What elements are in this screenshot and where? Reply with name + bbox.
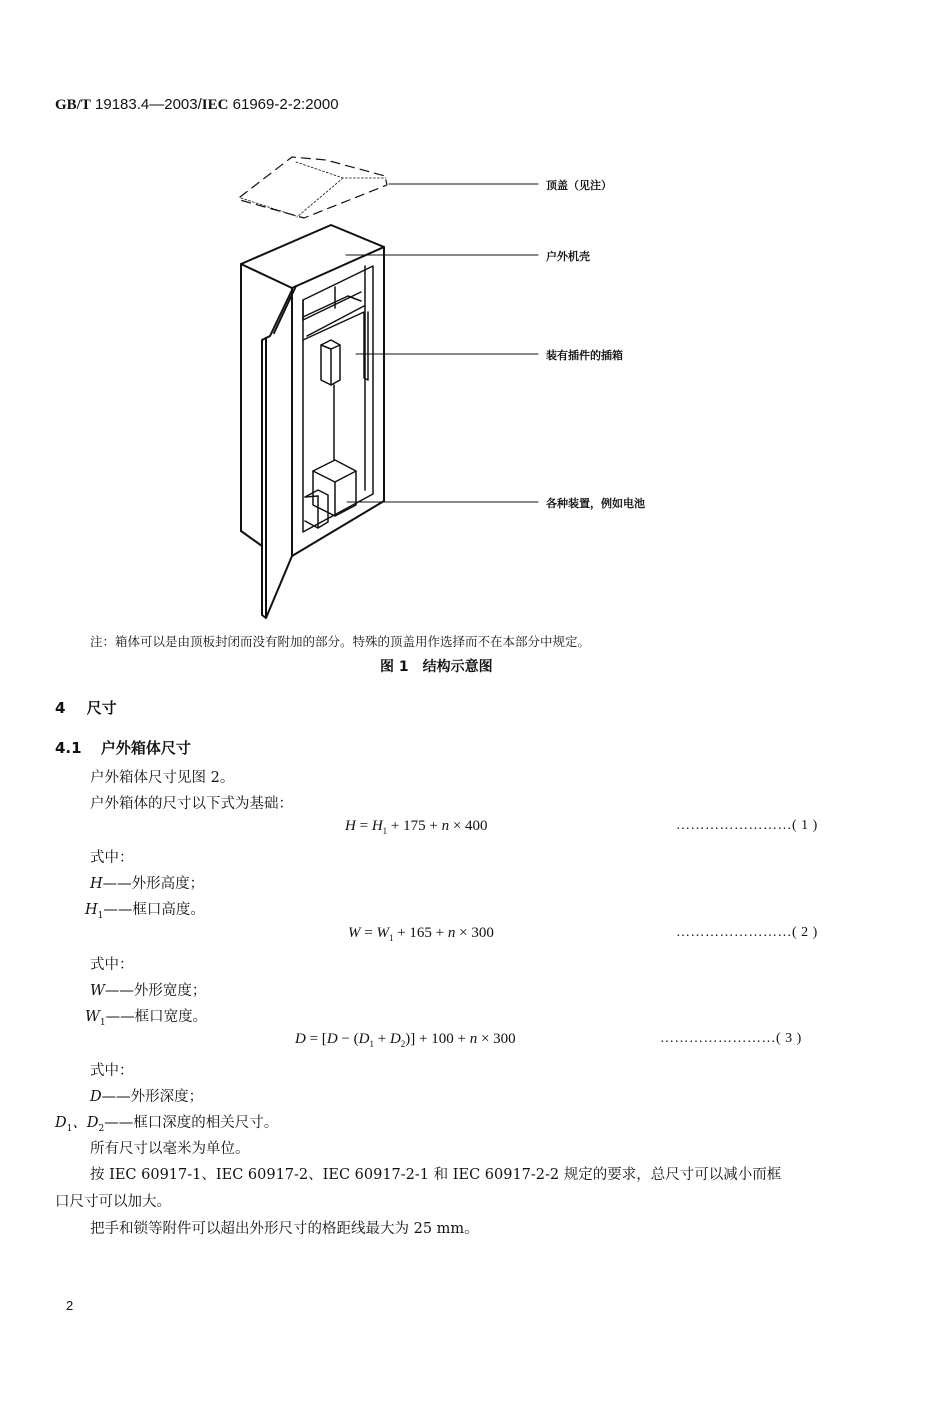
paragraph-units: 所有尺寸以毫米为单位。 bbox=[90, 1141, 250, 1157]
definition-H1: $H_1——$框口高度。 bbox=[85, 902, 205, 921]
formula-number-2: ……………………( 2 ) bbox=[676, 925, 818, 940]
section-heading-4 bbox=[55, 697, 117, 718]
paragraph-iec-requirements: 按 IEC 60917-1、IEC 60917-2、IEC 60917-2-1 和 IEC 60917-2-2 规定的要求，总尺寸可以减小而框 bbox=[90, 1167, 782, 1183]
paragraph-see-figure: 户外箱体尺寸见图 2。 bbox=[90, 770, 235, 786]
section-heading-4-1 bbox=[55, 737, 191, 758]
formula-number-1: ……………………( 1 ) bbox=[676, 818, 818, 833]
paragraph-accessories: 把手和锁等附件可以超出外形尺寸的格距线最大为 25 mm。 bbox=[90, 1221, 479, 1237]
section-number: 4.1 bbox=[55, 739, 82, 757]
definition-H: H——外形高度； bbox=[90, 876, 205, 892]
where-label: 式中： bbox=[90, 850, 134, 866]
page-number: 2 bbox=[66, 1298, 74, 1313]
figure-caption: 图 1 结构示意图 bbox=[380, 659, 493, 675]
definition-D: D——外形深度； bbox=[90, 1089, 204, 1105]
formula-depth: $D = [D - (D_1 + D_2)] + 100 + n \times 300$ bbox=[295, 1031, 516, 1049]
top-cover-shape bbox=[240, 157, 387, 218]
formula-width: $W = W_1 + 165 + n \times 300$ bbox=[348, 925, 494, 943]
structure-diagram bbox=[0, 0, 950, 640]
where-label: 式中： bbox=[90, 957, 134, 973]
callout-subrack: 装有插件的插箱 bbox=[546, 349, 623, 362]
formula-number-3: ……………………( 3 ) bbox=[660, 1031, 802, 1046]
section-title: 尺寸 bbox=[86, 699, 117, 717]
definition-D1-D2: $D_1$、$D_2——$框口深度的相关尺寸。 bbox=[55, 1115, 279, 1134]
section-title: 户外箱体尺寸 bbox=[100, 739, 191, 757]
standard-prefix: GB/T bbox=[55, 97, 91, 113]
paragraph-iec-requirements-cont: 口尺寸可以加大。 bbox=[55, 1194, 171, 1210]
callout-devices: 各种装置，例如电池 bbox=[546, 497, 645, 510]
paragraph-formula-basis: 户外箱体的尺寸以下式为基础： bbox=[90, 796, 293, 812]
definition-W1: $W_1——$框口宽度。 bbox=[85, 1009, 208, 1028]
formula-height: $H = H_1 + 175 + n \times 400$ bbox=[345, 818, 488, 836]
callout-top-cover: 顶盖（见注） bbox=[546, 179, 612, 192]
iec-prefix: IEC bbox=[201, 97, 229, 113]
standard-number: 19183.4—2003/ bbox=[95, 96, 202, 113]
figure-note: 注：箱体可以是由顶板封闭而没有附加的部分。特殊的顶盖用作选择而不在本部分中规定。 bbox=[90, 634, 591, 649]
where-label: 式中： bbox=[90, 1063, 134, 1079]
definition-W: W——外形宽度； bbox=[90, 983, 207, 999]
iec-number: 61969-2-2:2000 bbox=[232, 96, 339, 113]
callout-outdoor-enclosure: 户外机壳 bbox=[546, 250, 590, 263]
section-number: 4 bbox=[55, 699, 66, 717]
